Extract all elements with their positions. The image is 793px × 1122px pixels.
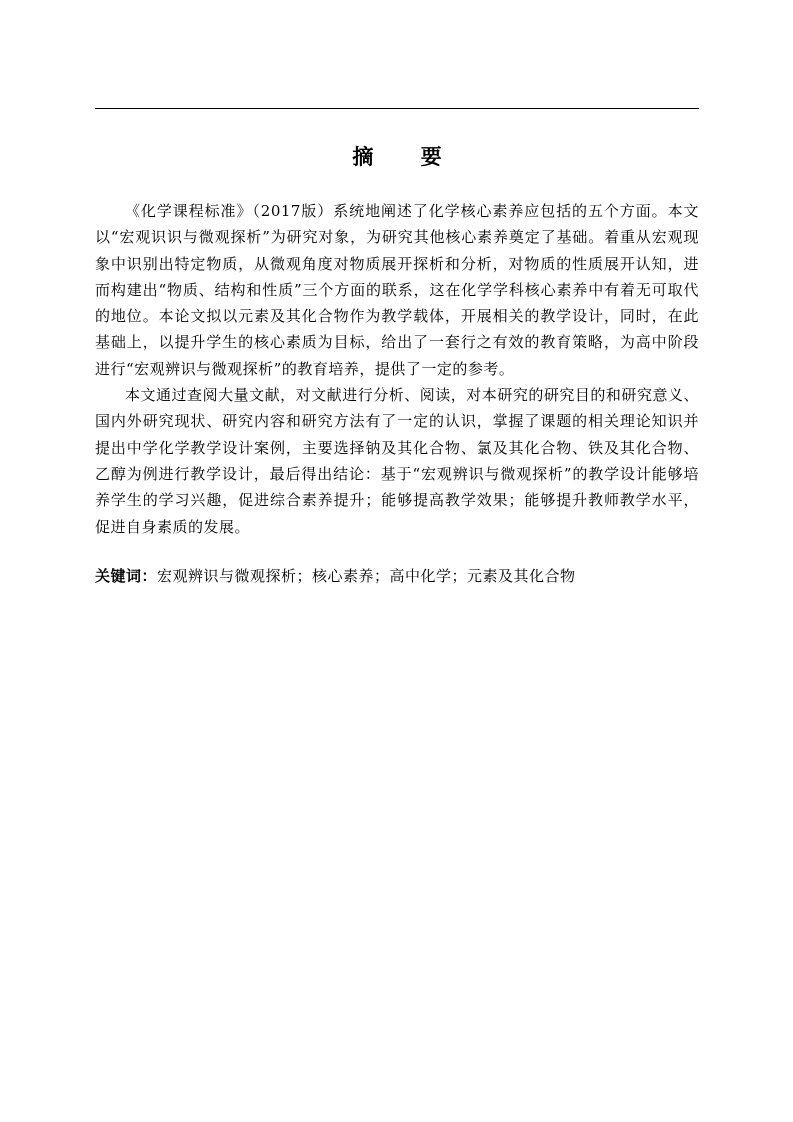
keywords-text: 宏观辨识与微观探析；核心素养；高中化学；元素及其化合物: [157, 567, 576, 585]
abstract-title: 摘 要: [352, 144, 462, 169]
keywords-line: [95, 563, 699, 589]
keywords-label: 关键词：: [95, 567, 158, 585]
header-rule: [95, 108, 699, 109]
abstract-paragraph-1: 《化学课程标准》（2017版）系统地阐述了化学核心素养应包括的五个方面。本文以“宏观识识与微观探析”为研究对象，为研究其他核心素养奠定了基础。着重从宏观现象中识别出特定物质，从微观角度对物质展开探析和分析，对物质的性质展开认知，进而构建出“物质、结构和性质”三个方面的联系，这在化学学科核心素养中有着无可取代的地位。本论文拟以元素及其化合物作为教学载体，开展相关的教学设计，同时，在此基础上，以提升学生的核心素质为目标，给出了一套行之有效的教育策略，为高中阶段进行“宏观辨识与微观探析”的教育培养，提供了一定的参考。: [95, 202, 699, 378]
abstract-body: [95, 198, 699, 540]
abstract-paragraph-2: 本文通过查阅大量文献，对文献进行分析、阅读，对本研究的研究目的和研究意义、国内外研究现状、研究内容和研究方法有了一定的认识，掌握了课题的相关理论知识并提出中学化学教学设计案例，主要选择钠及其化合物、氯及其化合物、铁及其化合物、乙醇为例进行教学设计，最后得出结论：基于“宏观辨识与微观探析”的教学设计能够培养学生的学习兴趣，促进综合素养提升；能够提高教学效果；能够提升教师教学水平，促进自身素质的发展。: [95, 386, 699, 536]
